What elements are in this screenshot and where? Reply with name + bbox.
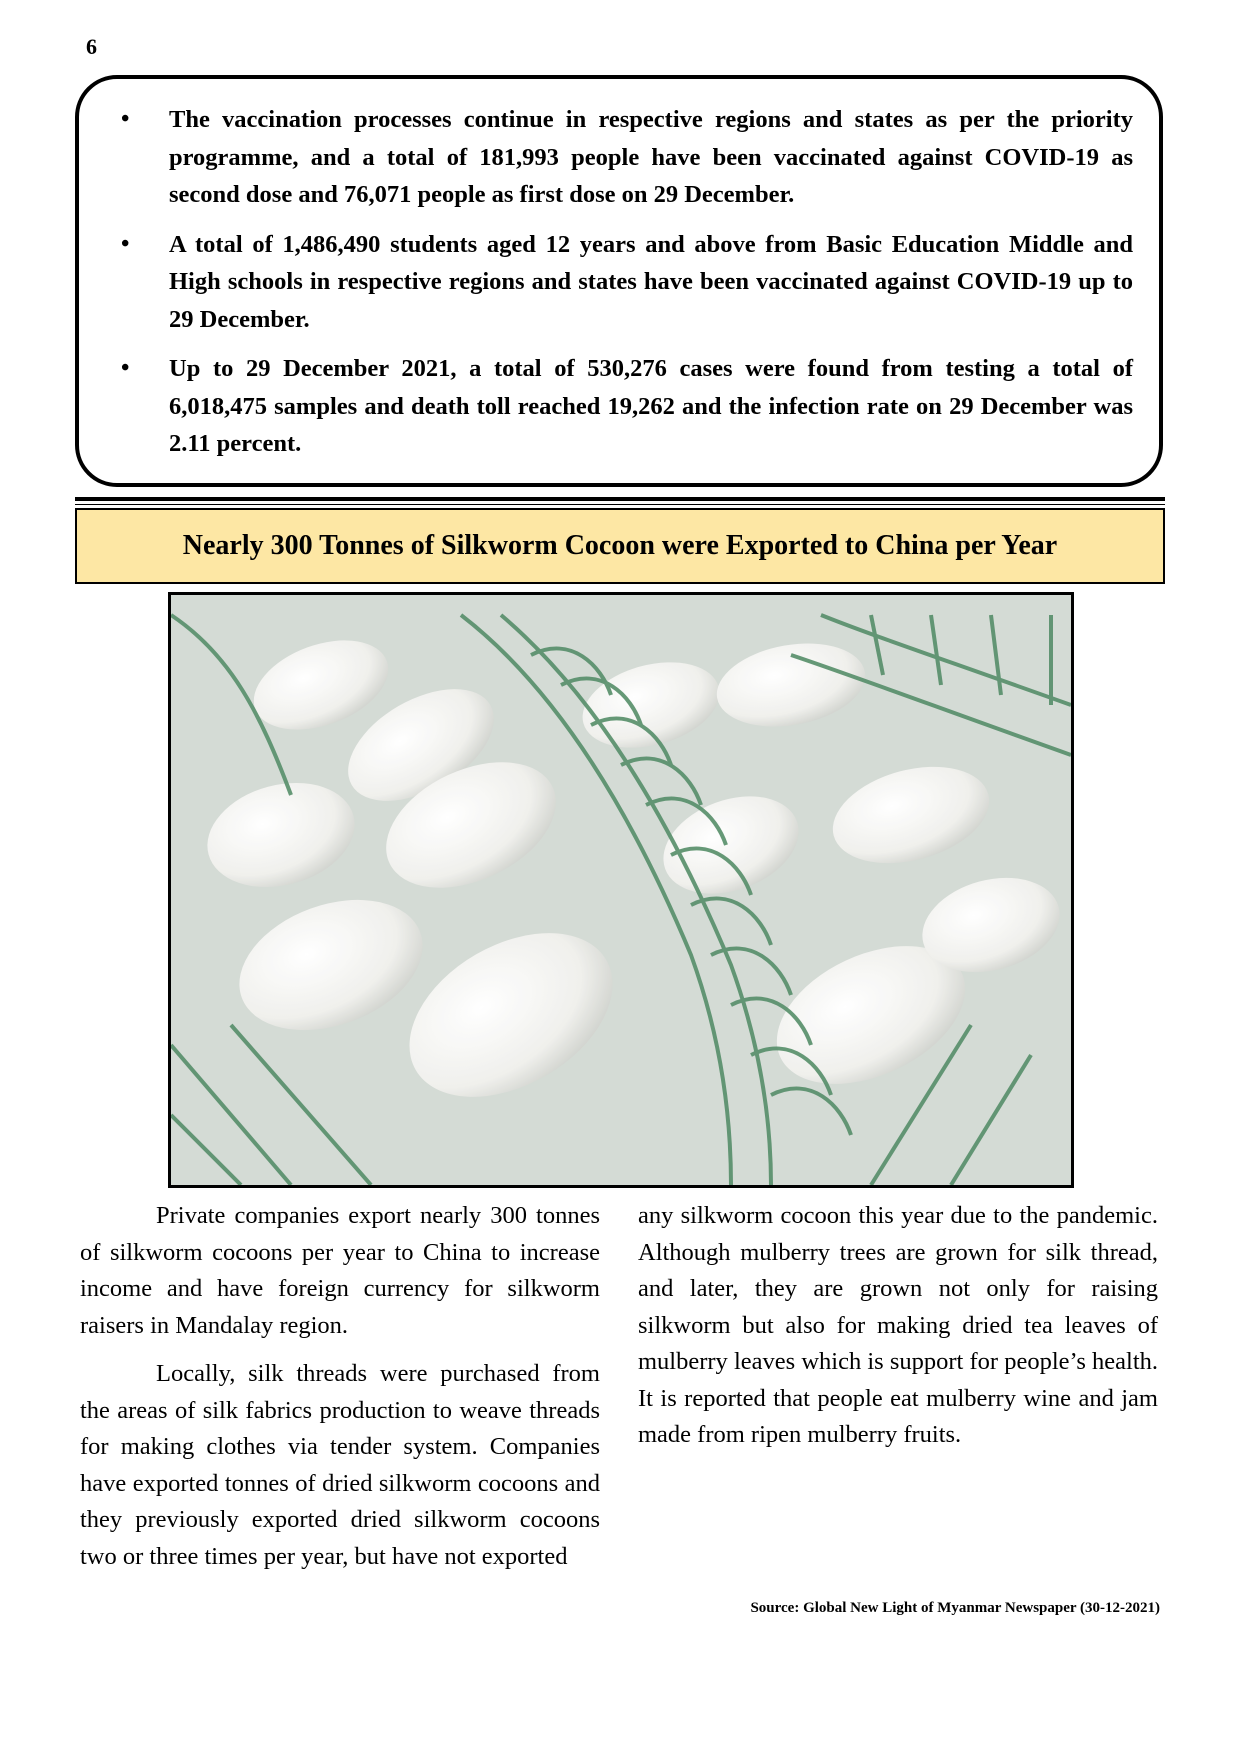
bullet-text: A total of 1,486,490 students aged 12 years and above from Basic Education Middle and High schools in respective regions and states have been vaccinated against COVID-19 up to 29 December. [169, 230, 1133, 333]
bullet-text: The vaccination processes continue in respective regions and states as per the priority programme, and a total of 181,993 people have been vaccinated against COVID-19 as second dose and 76,071 people as first dose on 29 December. [169, 106, 1133, 208]
article-column-right [638, 1198, 1158, 1466]
source-citation: Source: Global New Light of Myanmar Newspaper (30-12-2021) [750, 1600, 1160, 1616]
article-headline: Nearly 300 Tonnes of Silkworm Cocoon were Exported to China per Year [75, 508, 1165, 584]
bullet-dot-icon: • [121, 106, 130, 132]
bullet-text: Up to 29 December 2021, a total of 530,276 cases were found from testing a total of 6,018,475 samples and death toll reached 19,262 and the infection rate on 29 December was 2.11 percent. [169, 355, 1133, 457]
article-column-left [80, 1198, 600, 1587]
bullet-item [107, 226, 1133, 339]
article-paragraph: Locally, silk threads were purchased from the areas of silk fabrics production to weave threads for making clothes via tender system. Companies have exported tonnes of dried silkworm cocoons and they previously exported dried silkworm cocoons two or three times per year, but have not exported [80, 1360, 600, 1570]
bullet-dot-icon: • [121, 230, 130, 257]
section-divider [75, 497, 1165, 505]
bullet-item [107, 350, 1133, 463]
bullet-list [107, 101, 1133, 463]
page-number: 6 [86, 34, 97, 59]
bullet-item [107, 101, 1133, 214]
covid-summary-box [75, 75, 1163, 487]
article-paragraph: Private companies export nearly 300 tonnes of silkworm cocoons per year to China to increase income and have foreign currency for silkworm raisers in Mandalay region. [80, 1202, 600, 1339]
bullet-dot-icon: • [121, 355, 130, 381]
silkworm-cocoon-photo [168, 592, 1074, 1188]
cocoon-illustration [171, 595, 1071, 1185]
article-paragraph: any silkworm cocoon this year due to the pandemic. Although mulberry trees are grown for silk thread, and later, they are grown not only for raising silkworm but also for making dried tea leaves of mulberry leaves which is support for people’s health. It is reported that people eat mulberry wine and jam made from ripen mulberry fruits. [638, 1202, 1158, 1448]
